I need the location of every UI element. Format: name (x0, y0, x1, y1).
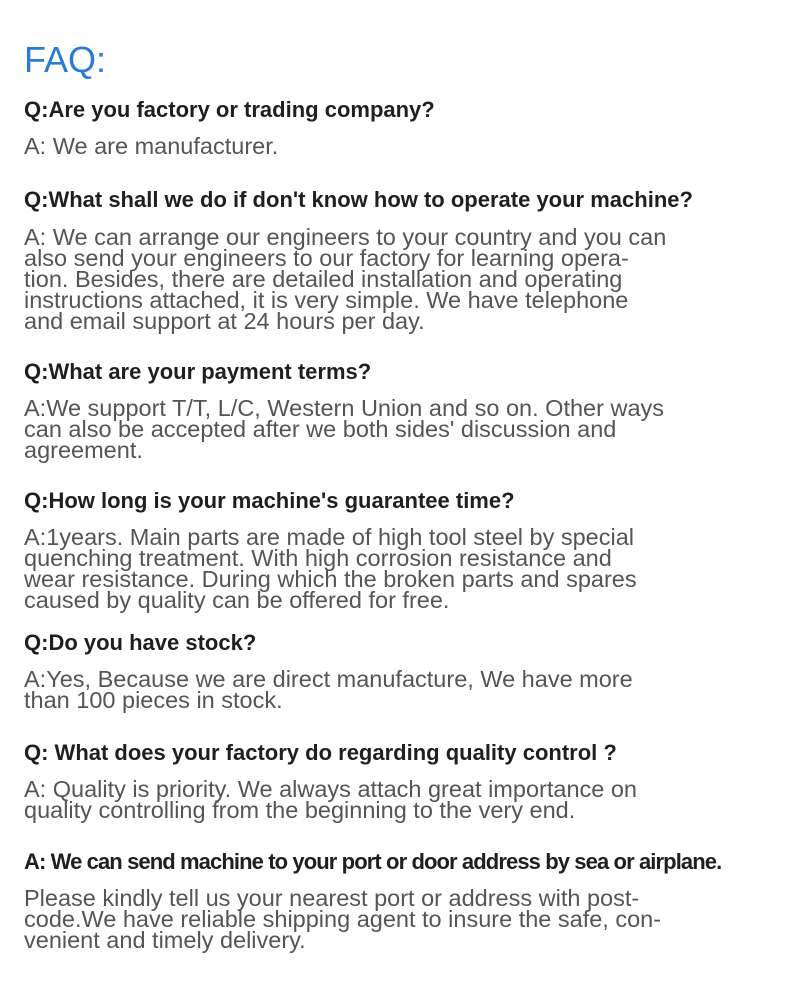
faq-title: FAQ: (24, 39, 107, 80)
faq-answer-4 (24, 524, 637, 613)
faq-question-1: Q:Are you factory or trading company? (24, 97, 435, 122)
faq-question-4: Q:How long is your machine's guarantee time? (24, 488, 515, 513)
answer-line: also send your engineers to our factory for learning opera- (24, 245, 629, 271)
answer-line: Please kindly tell us your nearest port or address with post- (24, 885, 640, 911)
answer-line: caused by quality can be offered for free. (24, 587, 450, 613)
faq-question-3: Q:What are your payment terms? (24, 359, 372, 384)
faq-answer-6 (24, 776, 637, 823)
answer-line: code.We have reliable shipping agent to insure the safe, con- (24, 906, 662, 932)
answer-line: A:1years. Main parts are made of high tool steel by special (24, 524, 635, 550)
answer-line: venient and timely delivery. (24, 927, 306, 953)
answer-line: agreement. (24, 437, 143, 463)
faq-question-6: Q: What does your factory do regarding quality control ? (24, 740, 617, 765)
faq-answer-7 (24, 885, 662, 953)
faq-answer-2 (24, 224, 667, 334)
answer-line: A:Yes, Because we are direct manufacture, We have more (24, 666, 633, 692)
faq-answer-5 (24, 666, 633, 713)
faq-question-7: A: We can send machine to your port or door address by sea or airplane. (24, 849, 722, 874)
answer-line: A: We can arrange our engineers to your country and you can (24, 224, 667, 250)
answer-line: A: We are manufacturer. (24, 133, 279, 159)
answer-line: A: Quality is priority. We always attach great importance on (24, 776, 637, 802)
answer-line: A:We support T/T, L/C, Western Union and so on. Other ways (24, 395, 665, 421)
answer-line: can also be accepted after we both sides' discussion and (24, 416, 617, 442)
faq-answer-3 (24, 395, 665, 463)
answer-line: quality controlling from the beginning to the very end. (24, 797, 576, 823)
answer-line: quenching treatment. With high corrosion resistance and (24, 545, 612, 571)
faq-question-5: Q:Do you have stock? (24, 630, 257, 655)
faq-question-2: Q:What shall we do if don't know how to operate your machine? (24, 187, 693, 212)
answer-line: instructions attached, it is very simple. We have telephone (24, 287, 629, 313)
faq-answer-1 (24, 133, 279, 159)
answer-line: tion. Besides, there are detailed installation and operating (24, 266, 623, 292)
answer-line: and email support at 24 hours per day. (24, 308, 425, 334)
answer-line: than 100 pieces in stock. (24, 687, 283, 713)
answer-line: wear resistance. During which the broken parts and spares (24, 566, 637, 592)
